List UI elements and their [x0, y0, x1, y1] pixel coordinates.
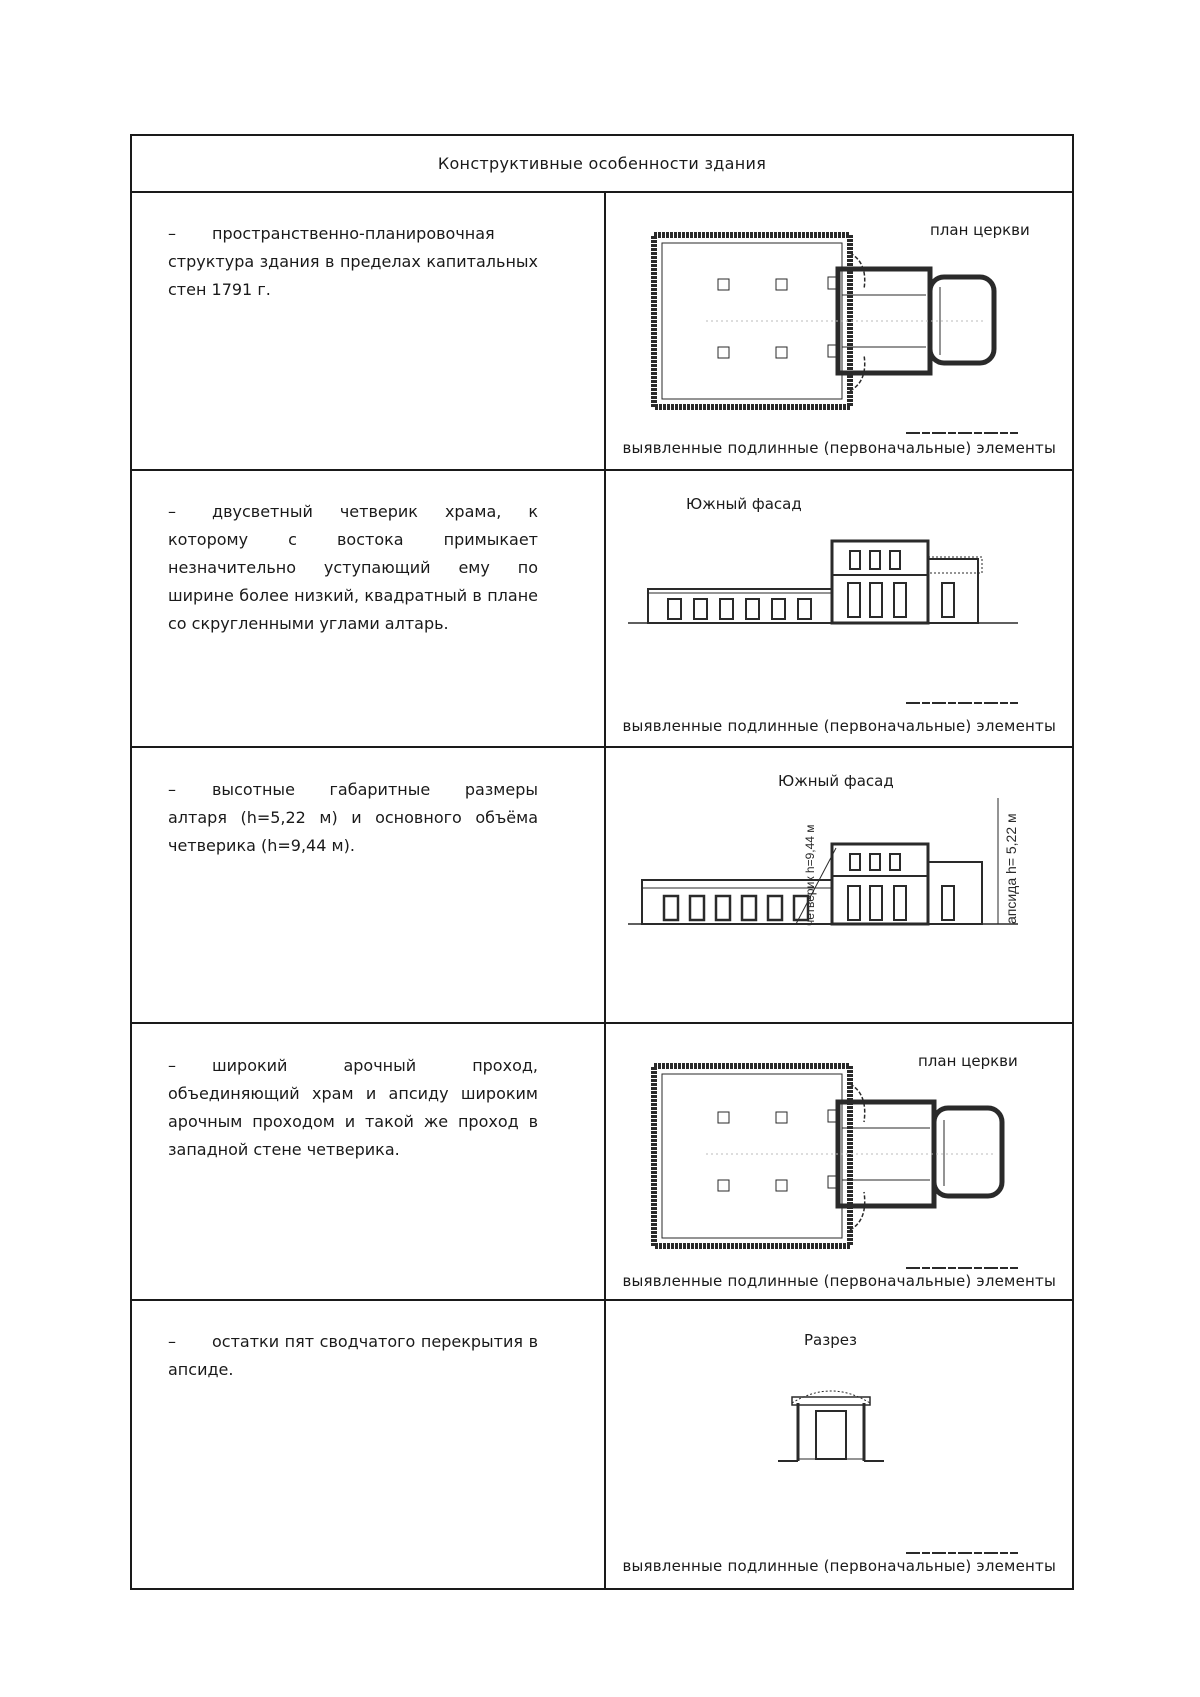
chetverik-height-label: четверик h=9,44 м	[803, 824, 817, 926]
table-header: Конструктивные особенности здания	[132, 136, 1072, 193]
facade-title: Южный фасад	[778, 772, 894, 790]
row-5-figure	[606, 1301, 1074, 1590]
figure-caption: выявленные подлинные (первоначальные) элементы	[622, 439, 1056, 457]
row-4-figure	[606, 1024, 1074, 1299]
bullet-dash: –	[168, 1056, 176, 1075]
row-4-text: широкий арочный проход, объединяющий храм и апсиду широким арочным проходом и такой же проход в западной стене четверика.	[168, 1056, 538, 1159]
row-3-figure	[606, 748, 1074, 1022]
bullet-dash: –	[168, 224, 176, 243]
south-facade-drawing	[606, 471, 1074, 746]
bullet-dash: –	[168, 1332, 176, 1351]
row-2-figure	[606, 471, 1074, 746]
section-title: Разрез	[804, 1331, 857, 1349]
bullet-dash: –	[168, 502, 176, 521]
row-2-description	[168, 498, 538, 638]
features-table	[130, 134, 1074, 1590]
row-5-description	[168, 1328, 538, 1384]
plan-title: план церкви	[918, 1052, 1018, 1070]
apse-height-label: апсида h= 5,22 м	[1003, 813, 1019, 924]
facade-title: Южный фасад	[686, 495, 802, 513]
plan-title: план церкви	[930, 221, 1030, 239]
row-3-text: высотные габаритные размеры алтаря (h=5,22 м) и основного объёма четверика (h=9,44 м).	[168, 780, 538, 855]
figure-caption: выявленные подлинные (первоначальные) элементы	[622, 1557, 1056, 1575]
figure-caption: выявленные подлинные (первоначальные) элементы	[622, 717, 1056, 735]
row-3-description	[168, 776, 538, 860]
row-1-text: пространственно-планировочная структура здания в пределах капитальных стен 1791 г.	[168, 224, 538, 299]
figure-caption: выявленные подлинные (первоначальные) элементы	[622, 1272, 1056, 1290]
row-2-text: двусветный четверик храма, к которому с востока примыкает незначительно уступающий ему по ширине более низкий, квадратный в плане со скругленными углами алтарь.	[168, 502, 538, 633]
row-5-text: остатки пят сводчатого перекрытия в апсиде.	[168, 1332, 538, 1379]
row-1-figure	[606, 195, 1074, 469]
row-1-description	[168, 220, 538, 304]
row-4-description	[168, 1052, 538, 1164]
bullet-dash: –	[168, 780, 176, 799]
